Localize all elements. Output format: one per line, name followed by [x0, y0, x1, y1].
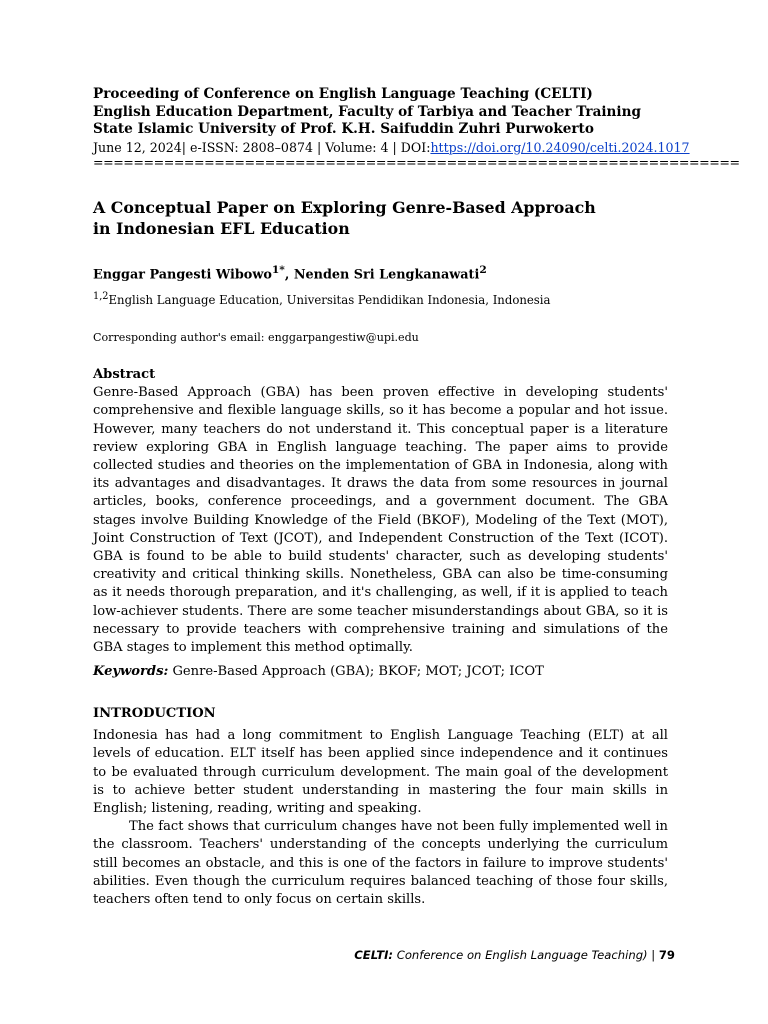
keywords	[93, 663, 668, 681]
body-paragraph: The fact shows that curriculum changes have not been fully implemented well in the classroom. Teachers' understanding of the concepts underlying the curriculum still becomes an obstacle, and this is one of the factors in failure to improve students' abilities. Even though the curriculum requires balanced teaching of those four skills, teachers often tend to only focus on certain skills.	[93, 819, 668, 908]
proceeding-title: Proceeding of Conference on English Language Teaching (CELTI)	[93, 86, 593, 102]
author-name: Nenden Sri Lengkanawati	[293, 267, 480, 283]
author-affiliation-marker: 2	[479, 263, 487, 276]
introduction-heading: INTRODUCTION	[93, 706, 216, 722]
publication-meta	[93, 139, 690, 157]
affiliation-marker: 1,2	[93, 291, 109, 303]
page-footer	[354, 947, 675, 963]
page-number: 79	[658, 948, 675, 962]
footer-separator: |	[647, 948, 659, 962]
proceeding-header	[93, 86, 740, 170]
author-affiliation-marker: 1*	[271, 263, 285, 276]
header-rule: ================================================================	[93, 155, 740, 170]
department-line: English Education Department, Faculty of Tarbiya and Teacher Training	[93, 103, 641, 120]
abstract-heading: Abstract	[93, 367, 156, 383]
body-paragraph: Indonesia has had a long commitment to English Language Teaching (ELT) at all levels of education. ELT itself has been applied since independence and it continues to be evaluated through curriculum development. The main goal of the development is to achieve better student understanding in mastering the four main skills in English; listening, reading, writing and speaking.	[93, 728, 668, 817]
footer-conference: Conference on English Language Teaching)	[393, 948, 648, 962]
corresponding-email: Corresponding author's email: enggarpangestiw@upi.edu	[93, 331, 419, 345]
keywords-list: Genre-Based Approach (GBA); BKOF; MOT; JCOT; ICOT	[168, 664, 544, 680]
keywords-label: Keywords:	[93, 664, 169, 680]
author-list	[93, 261, 668, 284]
university-line: State Islamic University of Prof. K.H. Saifuddin Zuhri Purwokerto	[93, 121, 594, 137]
doi-link[interactable]: https://doi.org/10.24090/celti.2024.1017	[430, 139, 690, 155]
paper-title: A Conceptual Paper on Exploring Genre-Based Approach in Indonesian EFL Education	[93, 198, 596, 238]
abstract-text: Genre-Based Approach (GBA) has been proven effective in developing students' comprehensive and flexible language skills, so it has become a popular and hot issue. However, many teachers do not understand it. This conceptual paper is a literature review exploring GBA in English language teaching. The paper aims to provide collected studies and theories on the implementation of GBA in Indonesia, along with its advantages and disadvantages. It draws the data from some resources in journal articles, books, conference proceedings, and a government document. The GBA stages involve Building Knowledge of the Field (BKOF), Modeling of the Text (MOT), Joint Construction of Text (JCOT), and Independent Construction of the Text (ICOT). GBA is found to be able to build students' character, such as developing students' creativity and critical thinking skills. Nonetheless, GBA can also be time-consuming as it needs thorough preparation, and it's challenging, as well, if it is applied to teach low-achiever students. There are some teacher misunderstandings about GBA, so it is necessary to provide teachers with comprehensive training and simulations of the GBA stages to implement this method optimally.	[93, 385, 668, 655]
meta-text: June 12, 2024| e-ISSN: 2808–0874 | Volume: 4 | DOI:	[93, 139, 431, 155]
affiliation-text: English Language Education, Universitas Pendidikan Indonesia, Indonesia	[108, 293, 551, 308]
affiliation	[93, 289, 668, 308]
footer-brand: CELTI:	[354, 948, 394, 962]
page-content	[93, 86, 740, 909]
author-name: Enggar Pangesti Wibowo	[93, 267, 272, 283]
author-separator: ,	[284, 267, 294, 283]
